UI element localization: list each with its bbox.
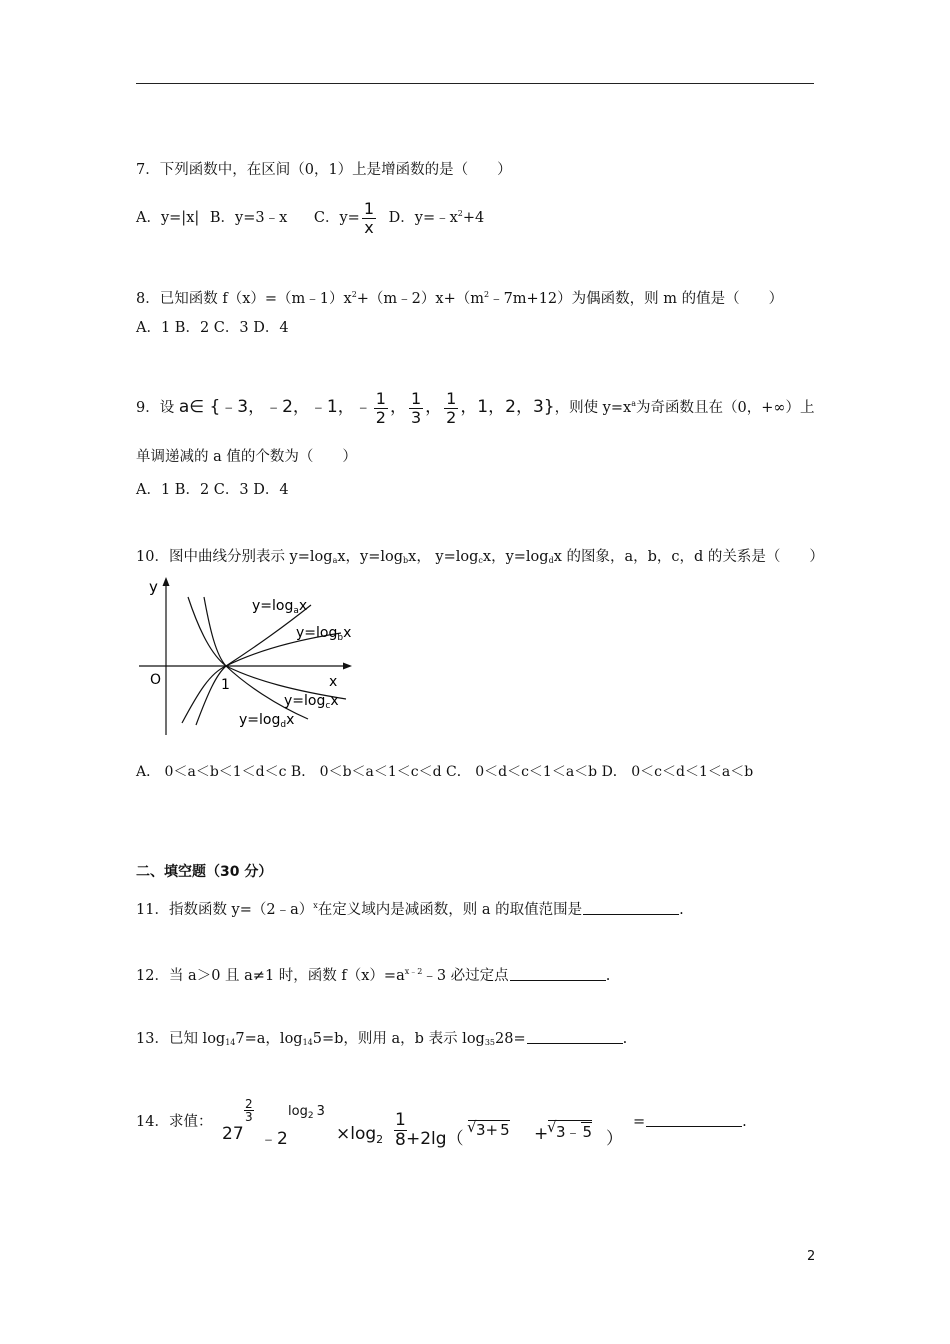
q14-answer-blank[interactable] xyxy=(646,1112,742,1127)
q13-stem: 13．已知 log147=a，log145=b，则用 a，b 表示 log3528= . xyxy=(136,1031,628,1047)
q12-stem: 12．当 a＞0 且 a≠1 时，函数 $f(x)=a^{x﹣2}﹣3$ 必过定点 . xyxy=(136,967,611,984)
q13-answer-blank[interactable] xyxy=(527,1029,623,1044)
q14-exponent-fraction: 2 3 xyxy=(245,1097,253,1124)
q14-fraction: 1 8 xyxy=(395,1110,406,1150)
curve-a-label: $y=\log_ax$ xyxy=(252,598,308,616)
origin-label: O xyxy=(150,672,162,688)
log-curves-figure xyxy=(136,575,356,740)
page-number: 2 xyxy=(807,1249,816,1264)
q10-options: A． 0＜a＜b＜1＜d＜c B． 0＜b＜a＜1＜c＜d C． 0＜d＜c＜1＜a＜b D． 0＜c＜d＜1＜a＜b xyxy=(136,764,754,780)
q11-answer-blank[interactable] xyxy=(583,900,679,915)
header-rule xyxy=(136,83,814,84)
q7-option-a: A．y=|x| xyxy=(136,210,200,226)
q7-option-b: B．y=3﹣x xyxy=(209,210,288,226)
q14-lead: 14．求值： xyxy=(136,1114,213,1130)
q9-line2: 单调递减的 a 值的个数为（ ） xyxy=(136,449,357,465)
q9-options: A．1 B．2 C．3 D．4 xyxy=(136,482,289,498)
q11-stem: 11．指数函数 y=（2﹣a）$^x$在定义域内是减函数，则 a 的取值范围是 . xyxy=(136,901,684,918)
q14-answer: = . xyxy=(633,1114,747,1130)
q8-stem: 8．已知函数 $f(x)=(m﹣1)x^2+(m﹣2)x+(m^2﹣7m+12)$为偶函数，则 m 的值是（ ） xyxy=(136,290,784,307)
q8-options: A．1 B．2 C．3 D．4 xyxy=(136,320,289,336)
curve-d-label: $y=\log_dx$ xyxy=(239,712,295,730)
q9-fraction-1: $\frac{1}{2}$ xyxy=(375,388,386,427)
y-axis-arrow xyxy=(163,577,170,586)
curve-c-label: $y=\log_cx$ xyxy=(284,693,339,711)
one-label: 1 xyxy=(221,677,230,693)
q9-fraction-2: $\frac{1}{3}$ xyxy=(410,388,422,427)
y-axis-label: y xyxy=(149,578,158,596)
q9-fraction-3: $\frac{1}{2}$ xyxy=(446,388,457,427)
q12-answer-blank[interactable] xyxy=(510,966,606,981)
section2-title: 二、填空题（30 分） xyxy=(136,864,273,880)
q14-radical-2: √ 3﹣ 5 xyxy=(547,1118,593,1141)
x-axis-label: x xyxy=(329,674,338,690)
q14-radical-1: √ 3+ 5 xyxy=(467,1118,510,1139)
q7-stem: 7．下列函数中，在区间（0，1）上是增函数的是（ ） xyxy=(136,162,512,178)
q10-stem: 10．图中曲线分别表示 y=logax，y=logbx， y=logcx，y=logdx 的图象，a，b，c，d 的关系是（ ） xyxy=(136,549,824,565)
q7-fraction: $\frac{1}{x}$ xyxy=(363,198,375,237)
q9-stem: 9．设 a∈ {﹣3，﹣2，﹣1，﹣ $\frac{1}{2}$ ， $\frac{1}{3}$ ， $\frac{1}{2}$ ，1，2，3}，则使 $y=x^a$为奇函数且在（0，+∞）上 xyxy=(136,388,815,427)
q7-options xyxy=(136,196,484,236)
x-axis-arrow xyxy=(343,663,352,670)
q7-option-d: D．$y=﹣x^2+4$ xyxy=(388,209,485,226)
curve-b-label: $y=\log_bx$ xyxy=(296,625,352,643)
q7-option-c: C．y= $\frac{1}{x}$ xyxy=(313,198,375,237)
